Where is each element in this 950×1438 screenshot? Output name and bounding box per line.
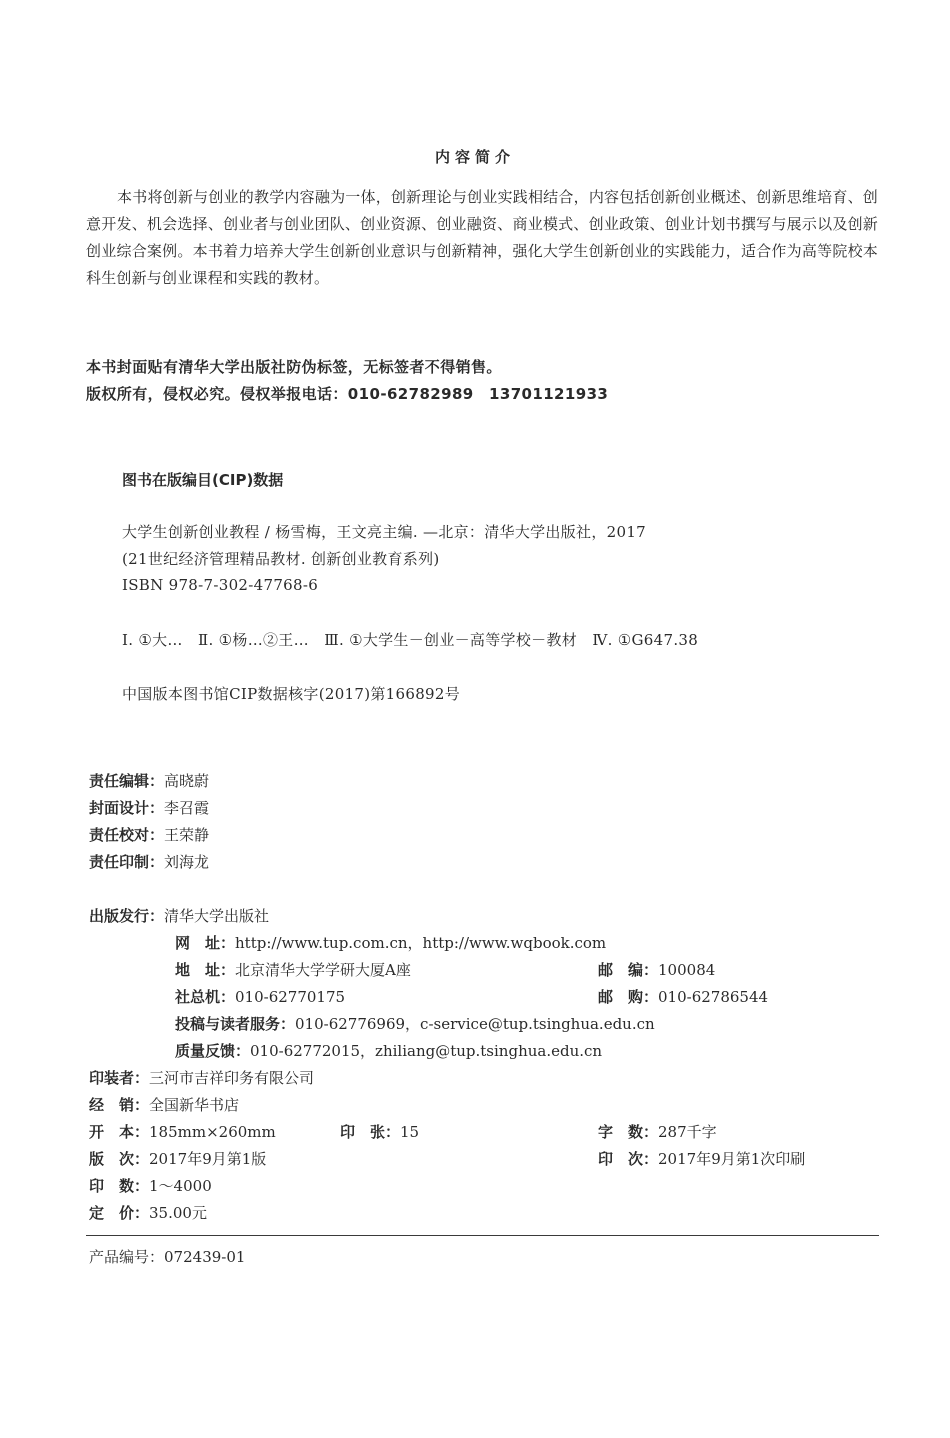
spec-edition-label: 版 次： (89, 1150, 150, 1168)
spec-printer-label: 印装者： (89, 1069, 150, 1087)
spec-distributor-label: 经 销： (89, 1096, 150, 1114)
summary-body: 本书将创新与创业的教学内容融为一体，创新理论与创业实践相结合，内容包括创新创业概述、创新思维培育、创意开发、机会选择、创业者与创业团队、创业资源、创业融资、商业模式、创业政策、创业计划书撰写与展示以及创新创业综合案例。本书着力培养大学生创新创业意识与创新精神，强化大学生创新创业的实践能力，适合作为高等院校本科生创新与创业课程和实践的教材。 (86, 188, 878, 287)
publisher-tel-label: 社总机： (175, 988, 236, 1006)
product-code: 072439-01 (164, 1248, 246, 1266)
staff-editor-row (89, 770, 209, 791)
publisher-zip: 100084 (658, 961, 716, 979)
staff-editor: 高晓蔚 (164, 772, 210, 790)
spec-sheets: 15 (400, 1123, 420, 1141)
spec-price-row (89, 1202, 207, 1223)
publisher-zip-label: 邮 编： (598, 961, 659, 979)
spec-impression: 2017年9月第1次印刷 (658, 1150, 806, 1168)
staff-editor-label: 责任编辑： (89, 772, 165, 790)
staff-print: 刘海龙 (164, 853, 210, 871)
publisher-mailorder-label: 邮 购： (598, 988, 659, 1006)
staff-cover-row (89, 797, 209, 818)
product-code-row (89, 1246, 245, 1267)
spec-copies-row (89, 1175, 212, 1196)
spec-copies-label: 印 数： (89, 1177, 150, 1195)
spec-sheets-label: 印 张： (340, 1123, 401, 1141)
publisher-submit: 010-62776969，c-service@tup.tsinghua.edu.cn (295, 1015, 655, 1033)
staff-print-label: 责任印制： (89, 853, 165, 871)
publisher-web-label: 网 址： (175, 934, 236, 952)
publisher-name: 清华大学出版社 (164, 907, 270, 925)
publisher-web: http://www.tup.com.cn，http://www.wqbook.com (235, 934, 607, 952)
spec-impression-label: 印 次： (598, 1150, 659, 1168)
publisher-quality-label: 质量反馈： (175, 1042, 251, 1060)
publisher-tel-row (175, 986, 345, 1007)
spec-words-label: 字 数： (598, 1123, 659, 1141)
summary-title: 内容简介 (434, 148, 515, 166)
spec-distributor-row (89, 1094, 239, 1115)
spec-printer-row (89, 1067, 314, 1088)
cip-title-line: 大学生创新创业教程 / 杨雪梅，王文亮主编. —北京：清华大学出版社，2017 (122, 523, 647, 541)
spec-distributor: 全国新华书店 (149, 1096, 240, 1114)
staff-proof-row (89, 824, 209, 845)
spec-format-row (89, 1121, 276, 1142)
publisher-mailorder: 010-62786544 (658, 988, 769, 1006)
cip-isbn: ISBN 978-7-302-47768-6 (122, 576, 319, 594)
spec-words: 287千字 (658, 1123, 717, 1141)
publisher-zip-row (598, 959, 715, 980)
spec-impression-row (598, 1148, 805, 1169)
copyright-notice: 版权所有，侵权必究。侵权举报电话：010-62782989 13701121933 (86, 385, 609, 403)
spec-printer: 三河市吉祥印务有限公司 (149, 1069, 315, 1087)
staff-proof: 王荣静 (164, 826, 210, 844)
staff-cover: 李召霞 (164, 799, 210, 817)
spec-copies: 1～4000 (149, 1177, 212, 1195)
staff-proof-label: 责任校对： (89, 826, 165, 844)
cip-record-number: 中国版本图书馆CIP数据核字(2017)第166892号 (122, 685, 461, 703)
spec-edition: 2017年9月第1版 (149, 1150, 267, 1168)
publisher-quality: 010-62772015，zhiliang@tup.tsinghua.edu.cn (250, 1042, 603, 1060)
publisher-row (89, 905, 269, 926)
publisher-submit-label: 投稿与读者服务： (175, 1015, 296, 1033)
publisher-address: 北京清华大学学研大厦A座 (235, 961, 411, 979)
cip-series-line: (21世纪经济管理精品教材. 创新创业教育系列) (122, 550, 440, 568)
spec-price-label: 定 价： (89, 1204, 150, 1222)
publisher-label: 出版发行： (89, 907, 165, 925)
product-code-label: 产品编号： (89, 1248, 165, 1266)
divider-line (86, 1235, 879, 1236)
publisher-tel: 010-62770175 (235, 988, 346, 1006)
publisher-address-row (175, 959, 411, 980)
publisher-submit-row (175, 1013, 655, 1034)
spec-edition-row (89, 1148, 266, 1169)
staff-print-row (89, 851, 209, 872)
spec-format-label: 开 本： (89, 1123, 150, 1141)
spec-words-row (598, 1121, 717, 1142)
anti-counterfeit-notice: 本书封面贴有清华大学出版社防伪标签，无标签者不得销售。 (86, 358, 502, 376)
publisher-quality-row (175, 1040, 602, 1061)
publisher-address-label: 地 址： (175, 961, 236, 979)
staff-cover-label: 封面设计： (89, 799, 165, 817)
spec-sheets-row (340, 1121, 419, 1142)
cip-classification: Ⅰ. ①大… Ⅱ. ①杨…②王… Ⅲ. ①大学生－创业－高等学校－教材 Ⅳ. ①G647.38 (122, 631, 699, 649)
publisher-mailorder-row (598, 986, 768, 1007)
spec-price: 35.00元 (149, 1204, 207, 1222)
cip-heading: 图书在版编目(CIP)数据 (122, 471, 284, 489)
spec-format: 185mm×260mm (149, 1123, 276, 1141)
publisher-web-row (175, 932, 606, 953)
